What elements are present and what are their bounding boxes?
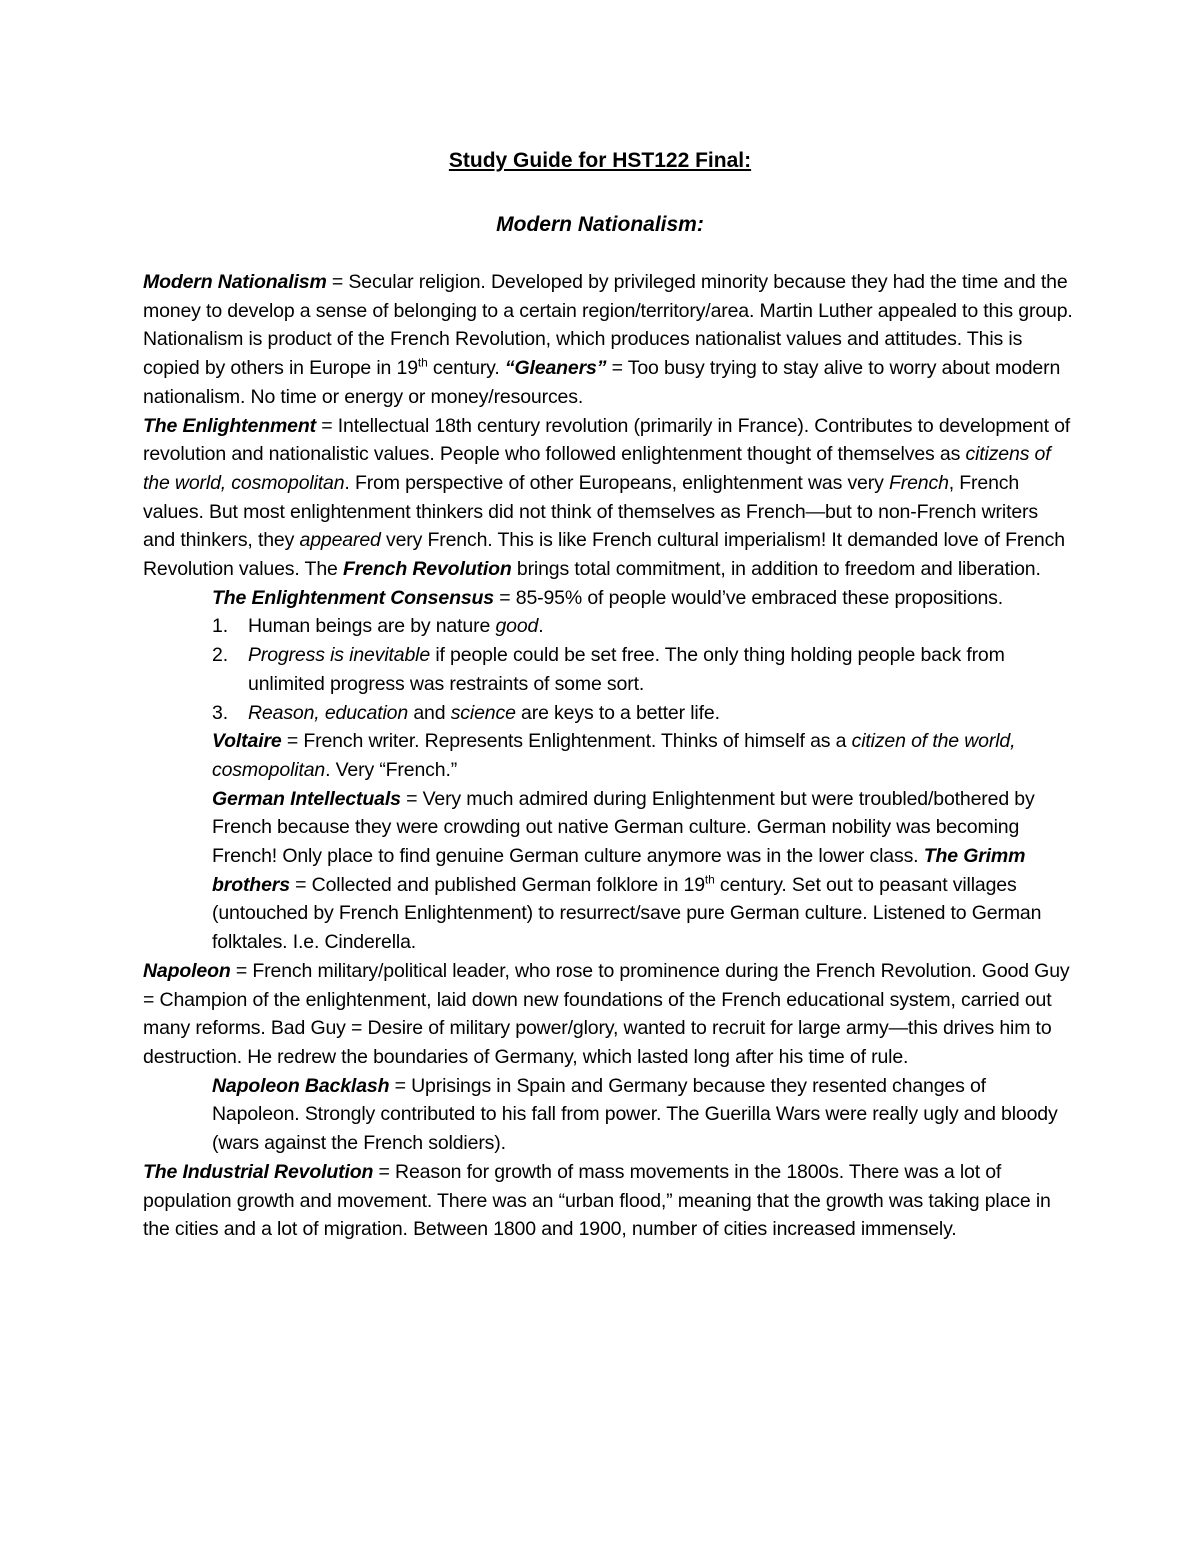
page-title: Study Guide for HST122 Final:: [448, 149, 752, 172]
paragraph-text: = Uprisings in Spain and Germany because they resented changes of Napoleon. Strongly contributed to his fall from power. The Guerilla Wars were really ugly and bloody (wars against the French soldiers).: [212, 1074, 1058, 1155]
list-text: [248, 699, 1073, 728]
paragraph-text: = Too busy trying to stay alive to worry about modern nationalism. No time or energy or money/resources.: [143, 357, 1061, 408]
italic-text: Progress is inevitable: [248, 644, 431, 667]
paragraph-text: . Very “French.”: [325, 758, 458, 781]
term-enlightenment: The Enlightenment: [143, 414, 316, 437]
list-number: 1.: [212, 615, 228, 638]
term-grimm-brothers: The Grimm brothers: [212, 845, 1026, 896]
paragraph-enlightenment-consensus: [143, 584, 1073, 613]
italic-text: good: [495, 615, 539, 638]
list-text: [248, 641, 1073, 698]
italic-text: science: [450, 701, 516, 724]
paragraph-text: century.: [427, 357, 505, 380]
list-item: [143, 699, 1073, 728]
paragraph-industrial-revolution: [143, 1158, 1073, 1244]
list-item: [143, 641, 1073, 698]
paragraph-text: very French. This is like French cultural imperialism! It demanded love of French Revolution values. The: [143, 529, 1065, 581]
term-enlightenment-consensus: The Enlightenment Consensus: [212, 586, 494, 609]
term-gleaners: “Gleaners”: [504, 357, 607, 380]
italic-text: Reason, education: [248, 701, 409, 724]
paragraph-voltaire: [143, 727, 1073, 784]
paragraph-text: = Very much admired during Enlightenment but were troubled/bothered by French because they were crowding out native German culture. German nobility was becoming French! Only place to find genuine German culture anymore was in the lower class.: [212, 787, 1035, 868]
list-text: [248, 612, 1073, 641]
paragraph-text: = Reason for growth of mass movements in the 1800s. There was a lot of population growth and movement. There was an “urban flood,” meaning that the growth was taking place in the cities and a lot of migration. Between 1800 and 1900, number of cities increased immensely.: [143, 1160, 1051, 1241]
paragraph-text: . From perspective of other Europeans, enlightenment was very: [344, 471, 889, 494]
italic-text: citizens of the world, cosmopolitan: [143, 443, 1051, 494]
paragraph-napoleon: [143, 957, 1073, 1072]
term-french-revolution: French Revolution: [342, 558, 512, 581]
term-industrial-revolution: The Industrial Revolution: [143, 1160, 374, 1183]
list-number: 2.: [212, 644, 228, 667]
term-napoleon: Napoleon: [143, 959, 231, 982]
document-body: [143, 268, 1073, 1244]
italic-text: French: [888, 471, 949, 494]
italic-text: citizen of the world, cosmopolitan: [212, 730, 1016, 781]
paragraph-text: = Secular religion. Developed by privileged minority because they had the time and the money to develop a sense of belonging to a certain region/territory/area. Martin Luther appealed to this group. Nationalism is product of the French Revolution, which produces nationalist values and attitudes. This is copied by others in Europe in 19: [143, 271, 1073, 380]
superscript: th: [417, 355, 428, 370]
paragraph-napoleon-backlash: [143, 1072, 1073, 1158]
list-text-part: and: [408, 701, 451, 724]
term-napoleon-backlash: Napoleon Backlash: [212, 1074, 390, 1097]
term-modern-nationalism: Modern Nationalism: [143, 271, 327, 293]
list-text-part: are keys to a better life.: [515, 701, 720, 724]
term-german-intellectuals: German Intellectuals: [212, 787, 401, 810]
list-text-part: if people could be set free. The only thing holding people back from unlimited progress was restraints of some sort.: [248, 644, 1005, 695]
list-item: [143, 612, 1073, 641]
paragraph-german-intellectuals: [143, 785, 1073, 957]
paragraph-text: = Intellectual 18th century revolution (primarily in France). Contributes to development of revolution and nationalistic values. People who followed enlightenment thought of themselves as: [143, 414, 1071, 466]
paragraph-text: = 85-95% of people would’ve embraced these propositions.: [493, 586, 1004, 609]
list-text-part: Human beings are by nature: [248, 615, 496, 638]
italic-text: appeared: [299, 529, 381, 552]
paragraph-text: century. Set out to peasant villages (untouched by French Enlightenment) to resurrect/save pure German culture. Listened to German folktales. I.e. Cinderella.: [212, 873, 1042, 954]
paragraph-enlightenment: [143, 412, 1073, 584]
paragraph-text: = French writer. Represents Enlightenment. Thinks of himself as a: [281, 730, 852, 753]
section-heading: Modern Nationalism:: [496, 213, 704, 236]
paragraph-text: = French military/political leader, who rose to prominence during the French Revolution. Good Guy = Champion of the enlightenment, laid down new foundations of the French educational system, carried out many reforms. Bad Guy = Desire of military power/glory, wanted to recruit for large army—this drives him to destruction. He redrew the boundaries of Germany, which lasted long after his time of rule.: [143, 959, 1070, 1068]
paragraph-text: brings total commitment, in addition to freedom and liberation.: [511, 558, 1041, 581]
term-voltaire: Voltaire: [212, 730, 282, 753]
paragraph-text: = Collected and published German folklore in 19: [289, 873, 705, 896]
paragraph-text: , French values. But most enlightenment thinkers did not think of themselves as French—but to non-French writers and thinkers, they: [143, 471, 1038, 552]
paragraph-modern-nationalism: [143, 268, 1073, 412]
superscript: th: [704, 872, 715, 887]
list-text-part: .: [538, 615, 544, 638]
list-number: 3.: [212, 701, 228, 724]
